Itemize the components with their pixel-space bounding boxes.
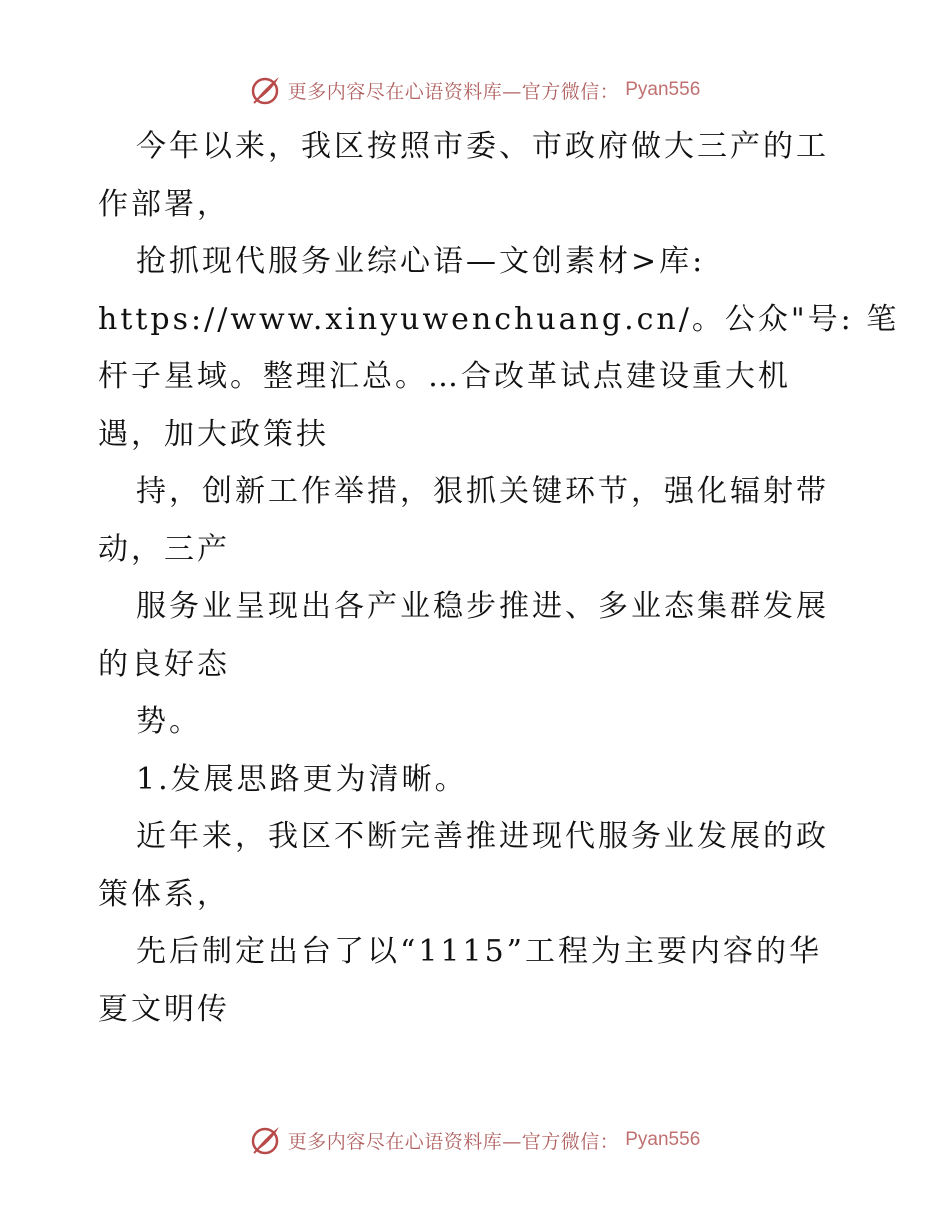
text-line: 抢抓现代服务业综心语—文创素材>库: xyxy=(136,244,706,279)
section-heading: 1.发展思路更为清晰。 xyxy=(136,761,468,797)
text-line: 服务业呈现出各产业稳步推进、多业态集群发展 xyxy=(136,589,829,624)
text-line: 策体系， xyxy=(98,876,230,912)
document-body xyxy=(98,118,900,1038)
wechat-id: Pyan556 xyxy=(625,79,701,100)
text-line: 作部署， xyxy=(98,186,230,222)
banner-text: 更多内容尽在心语资料库—官方微信： xyxy=(287,80,620,103)
feather-pen-logo-icon xyxy=(250,74,282,106)
text-line: 近年来，我区不断完善推进现代服务业发展的政 xyxy=(136,819,829,854)
text-line: 遇，加大政策扶 xyxy=(98,416,329,452)
text-line: 今年以来，我区按照市委、市政府做大三产的工 xyxy=(136,129,829,164)
wechat-id: Pyan556 xyxy=(625,1129,701,1150)
text-line: 持，创新工作举措，狠抓关键环节，强化辐射带 xyxy=(136,474,829,509)
text-line: 的良好态 xyxy=(98,646,230,682)
banner-text: 更多内容尽在心语资料库—官方微信： xyxy=(287,1130,620,1153)
text-line: 势。 xyxy=(136,704,202,739)
footer-banner xyxy=(0,1120,950,1160)
text-line: https://www.xinyuwenchuang.cn/。公众"号: 笔 xyxy=(98,301,900,337)
text-line: 夏文明传 xyxy=(98,991,230,1027)
feather-pen-logo-icon xyxy=(250,1124,282,1156)
text-line: 先后制定出台了以“1115”工程为主要内容的华 xyxy=(136,934,823,969)
text-line: 动，三产 xyxy=(98,531,230,567)
header-banner xyxy=(0,70,950,110)
text-line: 杆子星域。整理汇总。…合改革试点建设重大机 xyxy=(98,359,791,394)
